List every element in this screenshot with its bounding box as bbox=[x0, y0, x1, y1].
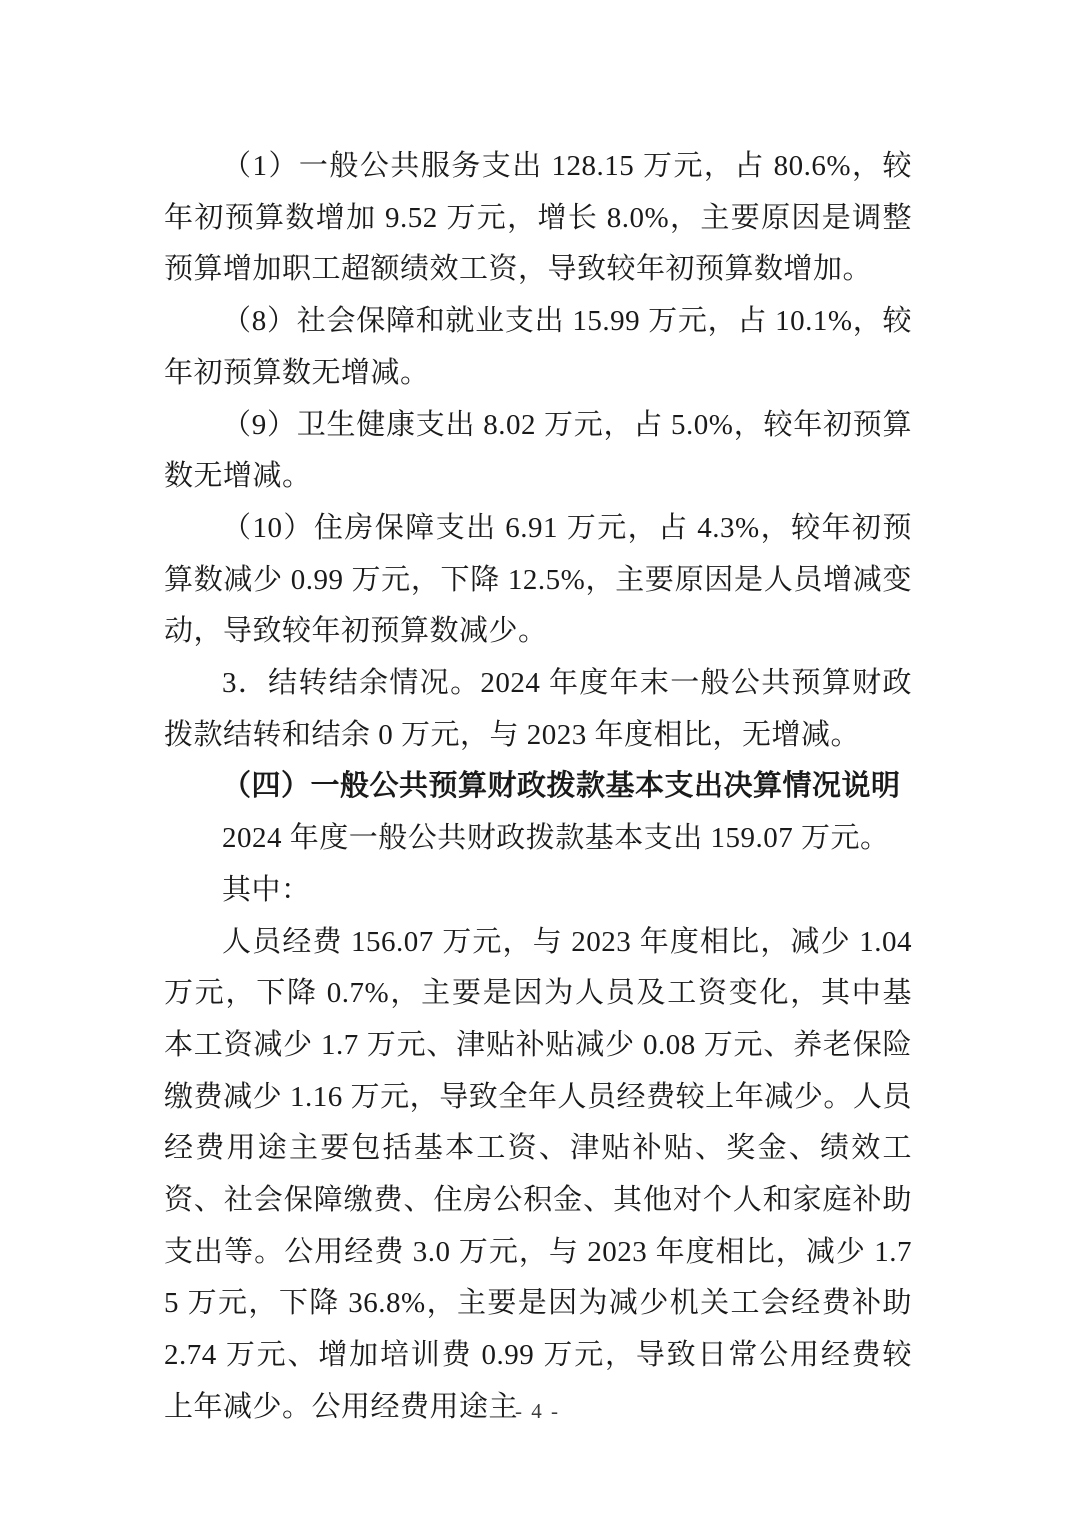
page-footer bbox=[0, 1399, 1075, 1424]
heading-basic-expenditure-final-accounts: （四）一般公共预算财政拨款基本支出决算情况说明 bbox=[222, 770, 901, 803]
paragraph-housing-security-expenditure: （10）住房保障支出 6.91 万元，占 4.3%，较年初预算数减少 0.99 万元，下降 12.5%，主要原因是人员增减变动，导致较年初预算数减少。 bbox=[164, 511, 912, 648]
paragraph-health-expenditure: （9）卫生健康支出 8.02 万元，占 5.0%，较年初预算数无增减。 bbox=[164, 408, 912, 493]
paragraph-personnel-and-public-funds-detail: 人员经费 156.07 万元，与 2023 年度相比，减少 1.04 万元，下降 0.7%，主要是因为人员及工资变化，其中基本工资减少 1.7 万元、津贴补贴减少 0.08 万元、养老保险缴费减少 1.16 万元，导致全年人员经费较上年减少。人员经费用途主要包括基本工资、津贴补贴、奖金、绩效工资、社会保障缴费、住房公积金、其他对个人和家庭补助支出等。公用经费 3.0 万元，与 2023 年度相比，减少 1.75 万元，下降 36.8%，主要是因为减少机关工会经费补助 2.74 万元、增加培训费 0.99 万元，导致日常公用经费较上年减少。公用经费用途主 bbox=[164, 925, 912, 1423]
paragraph-among-which-label: 其中： bbox=[222, 873, 311, 906]
document-body bbox=[164, 141, 912, 1434]
page-number: - 4 - bbox=[515, 1399, 560, 1423]
paragraph-general-public-service-expenditure: （1）一般公共服务支出 128.15 万元，占 80.6%，较年初预算数增加 9.52 万元，增长 8.0%，主要原因是调整预算增加职工超额绩效工资，导致较年初预算数增加。 bbox=[164, 150, 912, 286]
paragraph-basic-expenditure-total: 2024 年度一般公共财政拨款基本支出 159.07 万元。 bbox=[222, 822, 890, 855]
paragraph-social-security-employment-expenditure: （8）社会保障和就业支出 15.99 万元，占 10.1%，较年初预算数无增减。 bbox=[164, 305, 912, 389]
paragraph-carryover-balance: 3．结转结余情况。2024 年度年末一般公共预算财政拨款结转和结余 0 万元，与 2023 年度相比，无增减。 bbox=[164, 667, 912, 751]
